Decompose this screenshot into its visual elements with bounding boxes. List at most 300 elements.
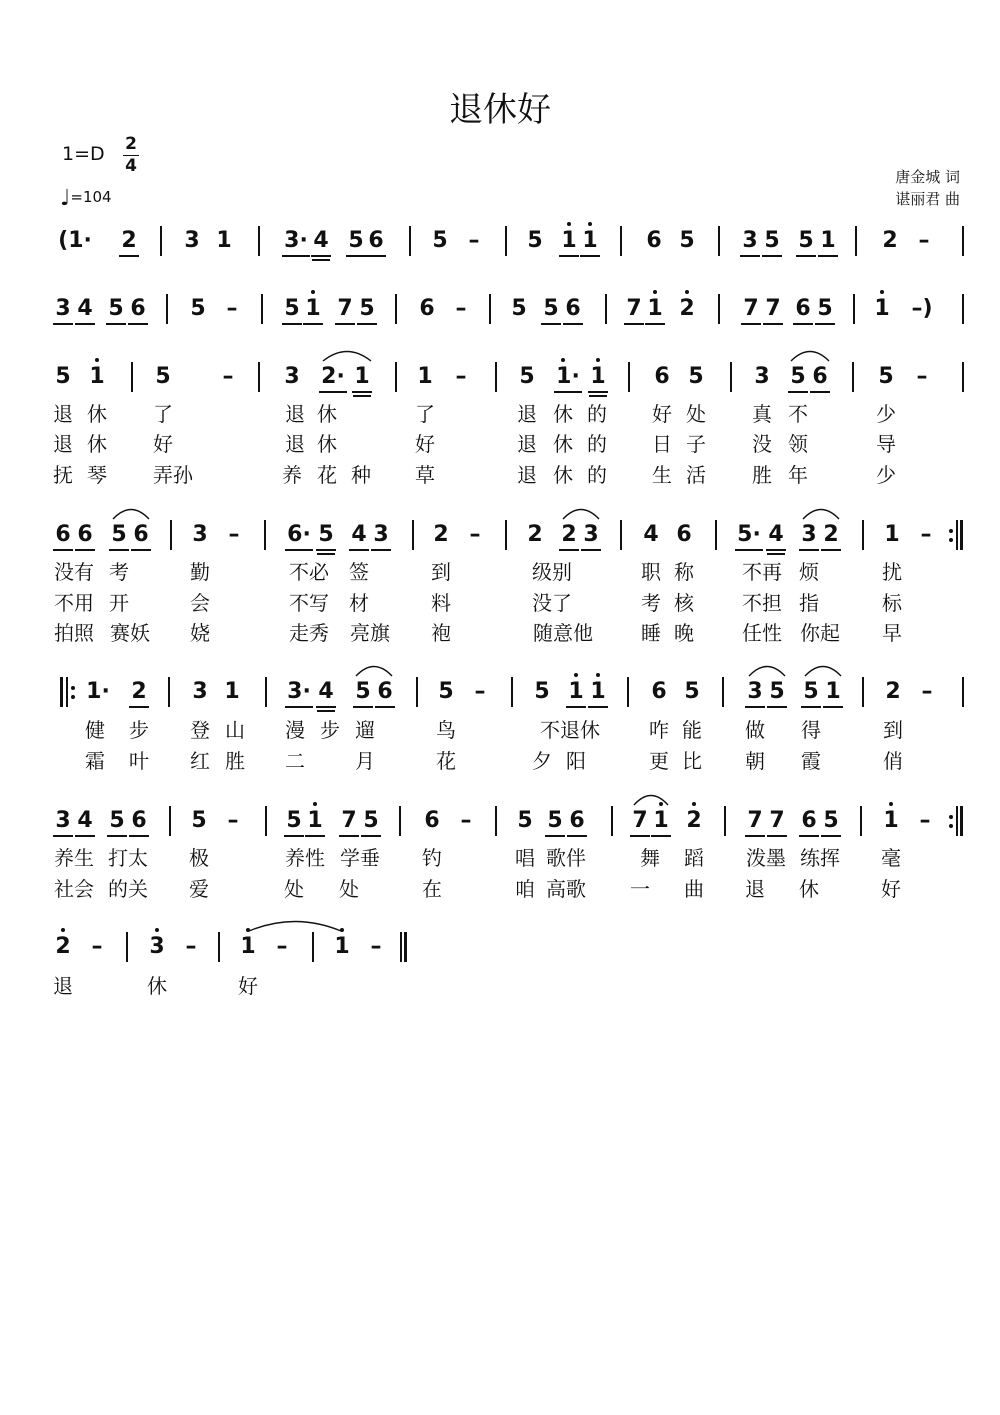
- barline: [495, 806, 497, 836]
- note: 5: [55, 364, 71, 389]
- note: 5: [790, 364, 806, 389]
- beam-underline: [745, 706, 765, 708]
- high-octave-dot: [567, 222, 571, 226]
- note: 5: [684, 679, 700, 704]
- beam-underline: [541, 323, 561, 325]
- beam-underline: [630, 835, 650, 837]
- slur-arc: [112, 506, 150, 520]
- barline: [962, 677, 964, 707]
- beam-underline: [311, 255, 331, 257]
- note: 3: [284, 364, 300, 389]
- lyric-syllable: 领: [788, 432, 808, 456]
- lyric-syllable: 好: [153, 432, 173, 456]
- tempo-value: =104: [70, 188, 112, 206]
- barline: [265, 677, 267, 707]
- lyric-syllable: 舞: [640, 846, 660, 870]
- note: 6: [651, 679, 667, 704]
- beam-underline: [799, 549, 819, 551]
- beam-underline: [801, 706, 821, 708]
- lyric-syllable: 退: [53, 432, 73, 456]
- lyric-syllable: 没有: [54, 560, 94, 584]
- note: 2: [131, 679, 147, 704]
- beam-underline: [588, 391, 608, 393]
- beam-underline: [559, 255, 579, 257]
- lyric-syllable: 霞: [801, 749, 821, 773]
- lyric-syllable: 俏: [883, 749, 903, 773]
- slur-arc: [248, 918, 342, 932]
- note: 2: [885, 679, 901, 704]
- barline: [395, 294, 397, 324]
- note: 7: [626, 296, 642, 321]
- barline: [412, 520, 414, 550]
- lyric-syllable: 核: [674, 591, 694, 615]
- repeat-dot: [949, 538, 953, 542]
- high-octave-dot: [95, 358, 99, 362]
- lyric-syllable: 亮旗: [350, 621, 390, 645]
- beam-underline: [284, 835, 304, 837]
- lyric-syllable: 好: [652, 402, 672, 426]
- barline: [399, 806, 401, 836]
- barline: [730, 362, 732, 392]
- lyric-syllable: 职: [641, 560, 661, 584]
- note: 1: [305, 296, 321, 321]
- barline: [169, 806, 171, 836]
- high-octave-dot: [588, 222, 592, 226]
- slur-arc: [790, 348, 830, 362]
- beam-underline: [316, 549, 336, 551]
- note: 2·: [321, 364, 345, 389]
- beam-underline: [109, 549, 129, 551]
- beam-underline: [285, 549, 313, 551]
- note: 1: [417, 364, 433, 389]
- lyric-syllable: 社会: [54, 877, 94, 901]
- lyric-syllable: 得: [801, 718, 821, 742]
- high-octave-dot: [311, 290, 315, 294]
- lyric-syllable: 漫: [285, 718, 305, 742]
- note: 3: [742, 228, 758, 253]
- lyric-syllable: 不担: [742, 591, 782, 615]
- note: 1: [240, 934, 256, 959]
- barline: [416, 677, 418, 707]
- lyric-syllable: 休: [799, 877, 819, 901]
- note: 1: [825, 679, 841, 704]
- lyric-syllable: 抚: [53, 463, 73, 487]
- note: 6: [131, 808, 147, 833]
- beam-underline: [767, 553, 785, 555]
- note: 6: [424, 808, 440, 833]
- lyric-syllable: 袍: [431, 621, 451, 645]
- note: 1: [884, 522, 900, 547]
- lyric-syllable: 步: [320, 718, 340, 742]
- lyric-syllable: 花: [317, 463, 337, 487]
- barline: [489, 294, 491, 324]
- beam-underline: [312, 259, 330, 261]
- lyric-syllable: 步: [129, 718, 149, 742]
- note: 3: [747, 679, 763, 704]
- beam-underline: [361, 835, 381, 837]
- note: 1: [561, 228, 577, 253]
- beam-underline: [106, 323, 126, 325]
- beam-underline: [75, 549, 95, 551]
- beam-underline: [129, 706, 149, 708]
- lyric-syllable: 休: [553, 463, 573, 487]
- note: 7: [337, 296, 353, 321]
- beam-underline: [559, 549, 579, 551]
- repeat-dot: [71, 686, 75, 690]
- lyric-syllable: 极: [189, 846, 209, 870]
- note: 3: [583, 522, 599, 547]
- lyric-syllable: 曲: [684, 877, 704, 901]
- beam-underline: [317, 553, 335, 555]
- note: 7: [743, 296, 759, 321]
- beam-underline: [745, 835, 765, 837]
- repeat-start-barline: [66, 677, 68, 707]
- lyric-syllable: 休: [553, 402, 573, 426]
- high-octave-dot: [561, 358, 565, 362]
- note: 2: [433, 522, 449, 547]
- repeat-end-barline: [960, 520, 963, 550]
- note: 2: [882, 228, 898, 253]
- slur-arc: [633, 792, 669, 806]
- lyric-syllable: 年: [788, 463, 808, 487]
- note: –): [911, 296, 933, 321]
- beam-underline: [645, 323, 665, 325]
- lyric-syllable: 能: [682, 718, 702, 742]
- beam-underline: [352, 391, 372, 393]
- note: 1: [653, 808, 669, 833]
- beam-underline: [53, 549, 73, 551]
- barline: [620, 520, 622, 550]
- note: 5: [543, 296, 559, 321]
- note: 1: [883, 808, 899, 833]
- beam-underline: [821, 835, 841, 837]
- note: 5: [359, 296, 375, 321]
- barline: [605, 294, 607, 324]
- lyric-syllable: 高歌: [546, 877, 586, 901]
- lyric-syllable: 更: [649, 749, 669, 773]
- beam-underline: [131, 549, 151, 551]
- note: –: [919, 808, 931, 833]
- beam-underline: [588, 706, 608, 708]
- note: 1: [568, 679, 584, 704]
- note: 6: [569, 808, 585, 833]
- lyric-syllable: 少: [876, 463, 896, 487]
- lyric-syllable: 胜: [225, 749, 245, 773]
- note: 5: [517, 808, 533, 833]
- lyric-syllable: 的: [587, 432, 607, 456]
- note: 3: [192, 522, 208, 547]
- barline: [718, 226, 720, 256]
- beam-underline: [651, 835, 671, 837]
- beam-underline: [129, 835, 149, 837]
- barline: [962, 226, 964, 256]
- note: 4: [768, 522, 784, 547]
- final-barline: [404, 932, 407, 962]
- lyric-syllable: 的关: [108, 877, 148, 901]
- note: –: [370, 934, 382, 959]
- note: 1: [334, 934, 350, 959]
- lyric-syllable: 退: [517, 463, 537, 487]
- lyric-syllable: 不写: [289, 591, 329, 615]
- lyric-syllable: 不用: [54, 591, 94, 615]
- beam-underline: [763, 323, 783, 325]
- lyric-syllable: 胜: [752, 463, 772, 487]
- beam-underline: [554, 391, 582, 393]
- note: 7: [769, 808, 785, 833]
- high-octave-dot: [155, 928, 159, 932]
- note: 6: [133, 522, 149, 547]
- lyric-syllable: 退: [517, 402, 537, 426]
- note: 5: [286, 808, 302, 833]
- lyric-syllable: 霜: [85, 749, 105, 773]
- note: 4: [351, 522, 367, 547]
- note: –: [474, 679, 486, 704]
- barline: [131, 362, 133, 392]
- note: 2: [55, 934, 71, 959]
- lyric-syllable: 你起: [800, 621, 840, 645]
- lyric-syllable: 扰: [882, 560, 902, 584]
- lyric-syllable: 没: [752, 432, 772, 456]
- note: 1: [216, 228, 232, 253]
- barline: [409, 226, 411, 256]
- lyric-syllable: 打太: [108, 846, 148, 870]
- lyric-syllable: 处: [284, 877, 304, 901]
- lyric-syllable: 级别: [532, 560, 572, 584]
- lyric-syllable: 爱: [189, 877, 209, 901]
- beam-underline: [366, 255, 386, 257]
- note: 1: [89, 364, 105, 389]
- note: 5: [823, 808, 839, 833]
- note: 7: [747, 808, 763, 833]
- note: 5: [527, 228, 543, 253]
- lyric-syllable: 阳: [566, 749, 586, 773]
- beam-underline: [788, 391, 808, 393]
- lyric-syllable: 鸟: [436, 718, 456, 742]
- note: 6: [654, 364, 670, 389]
- barline: [627, 677, 629, 707]
- lyric-syllable: 好: [238, 974, 258, 998]
- note: –: [227, 808, 239, 833]
- barline: [126, 932, 128, 962]
- note: 5: [109, 808, 125, 833]
- note: 5: [348, 228, 364, 253]
- repeat-end-barline: [960, 806, 963, 836]
- beam-underline: [317, 710, 335, 712]
- barline: [218, 932, 220, 962]
- beam-underline: [346, 255, 366, 257]
- barline: [962, 362, 964, 392]
- lyric-syllable: 做: [745, 718, 765, 742]
- note: 5: [190, 296, 206, 321]
- note: –: [918, 228, 930, 253]
- beam-underline: [353, 706, 373, 708]
- lyric-syllable: 生: [652, 463, 672, 487]
- beam-underline: [107, 835, 127, 837]
- beam-underline: [741, 323, 761, 325]
- lyric-syllable: 歌伴: [546, 846, 586, 870]
- beam-underline: [735, 549, 763, 551]
- key-signature: 1=D: [62, 143, 105, 165]
- time-signature-bottom: 4: [125, 156, 137, 176]
- barline: [852, 362, 854, 392]
- note: 6: [801, 808, 817, 833]
- lyric-syllable: 勤: [190, 560, 210, 584]
- lyric-syllable: 烦: [799, 560, 819, 584]
- lyric-syllable: 不: [788, 402, 808, 426]
- note: 4: [318, 679, 334, 704]
- beam-underline: [767, 835, 787, 837]
- note: –: [276, 934, 288, 959]
- lyric-syllable: 考: [641, 591, 661, 615]
- lyricist-credit: 唐金城 词: [895, 168, 960, 186]
- lyric-syllable: 早: [882, 621, 902, 645]
- note: (1·: [58, 228, 92, 253]
- high-octave-dot: [596, 673, 600, 677]
- composer-credit: 谌丽君 曲: [895, 190, 960, 208]
- lyric-syllable: 退: [745, 877, 765, 901]
- lyric-syllable: 休: [87, 432, 107, 456]
- lyric-syllable: 休: [553, 432, 573, 456]
- lyric-syllable: 朝: [745, 749, 765, 773]
- note: 6: [565, 296, 581, 321]
- lyric-syllable: 到: [431, 560, 451, 584]
- barline: [261, 294, 263, 324]
- repeat-dot: [71, 695, 75, 699]
- note: 2: [686, 808, 702, 833]
- note: 5: [511, 296, 527, 321]
- note: –: [226, 296, 238, 321]
- barline: [312, 932, 314, 962]
- note: 6: [676, 522, 692, 547]
- lyric-syllable: 休: [87, 402, 107, 426]
- note: 7: [341, 808, 357, 833]
- lyric-syllable: 拍照: [54, 621, 94, 645]
- note: 5: [798, 228, 814, 253]
- beam-underline: [589, 395, 607, 397]
- lyric-syllable: 料: [431, 591, 451, 615]
- note: –: [455, 364, 467, 389]
- note: 6: [77, 522, 93, 547]
- barline: [258, 362, 260, 392]
- note: 3: [149, 934, 165, 959]
- barline: [505, 226, 507, 256]
- note: –: [91, 934, 103, 959]
- beam-underline: [793, 323, 813, 325]
- note: –: [460, 808, 472, 833]
- barline: [160, 226, 162, 256]
- quarter-note-icon: ♩: [60, 186, 71, 211]
- high-octave-dot: [313, 802, 317, 806]
- beam-underline: [53, 835, 73, 837]
- repeat-end-barline: [956, 806, 958, 836]
- barline: [265, 806, 267, 836]
- note: 3: [55, 296, 71, 321]
- beam-underline: [305, 835, 325, 837]
- lyric-syllable: 任性: [742, 621, 782, 645]
- lyric-syllable: 红: [190, 749, 210, 773]
- beam-underline: [624, 323, 644, 325]
- lyric-syllable: 处: [686, 402, 706, 426]
- beam-underline: [821, 549, 841, 551]
- note: 5: [191, 808, 207, 833]
- note: 2: [823, 522, 839, 547]
- beam-underline: [285, 706, 313, 708]
- note: –: [222, 364, 234, 389]
- beam-underline: [316, 706, 336, 708]
- lyric-syllable: 会: [190, 591, 210, 615]
- note: –: [185, 934, 197, 959]
- note: 2: [679, 296, 695, 321]
- lyric-syllable: 走秀: [289, 621, 329, 645]
- lyric-syllable: 了: [415, 402, 435, 426]
- lyric-syllable: 养: [282, 463, 302, 487]
- beam-underline: [581, 549, 601, 551]
- lyric-syllable: 签: [349, 560, 369, 584]
- note: 6: [646, 228, 662, 253]
- slur-arc: [322, 348, 372, 362]
- note: 1: [820, 228, 836, 253]
- lyric-syllable: 咱: [515, 877, 535, 901]
- lyric-syllable: 遛: [355, 718, 375, 742]
- barline: [724, 806, 726, 836]
- note: 5: [111, 522, 127, 547]
- beam-underline: [75, 323, 95, 325]
- time-signature-top: 2: [125, 134, 137, 154]
- note: 5: [155, 364, 171, 389]
- note: 5: [108, 296, 124, 321]
- barline: [862, 520, 864, 550]
- repeat-dot: [949, 815, 953, 819]
- lyric-syllable: 月: [355, 749, 375, 773]
- lyric-syllable: 指: [799, 591, 819, 615]
- lyric-syllable: 了: [153, 402, 173, 426]
- slur-arc: [562, 506, 600, 520]
- beam-underline: [53, 323, 73, 325]
- lyric-syllable: 娆: [190, 621, 210, 645]
- note: 6: [130, 296, 146, 321]
- note: –: [916, 364, 928, 389]
- note: 6: [368, 228, 384, 253]
- lyric-syllable: 称: [674, 560, 694, 584]
- lyric-syllable: 琴: [87, 463, 107, 487]
- note: 5: [519, 364, 535, 389]
- lyric-syllable: 唱: [515, 846, 535, 870]
- lyric-syllable: 夕: [532, 749, 552, 773]
- note: 6: [377, 679, 393, 704]
- slur-arc: [802, 506, 840, 520]
- beam-underline: [567, 835, 587, 837]
- barline: [505, 520, 507, 550]
- note: 1: [582, 228, 598, 253]
- note: 5: [764, 228, 780, 253]
- beam-underline: [767, 706, 787, 708]
- barline: [628, 362, 630, 392]
- lyric-syllable: 休: [317, 432, 337, 456]
- lyric-syllable: 到: [883, 718, 903, 742]
- lyric-syllable: 退: [53, 974, 73, 998]
- beam-underline: [566, 706, 586, 708]
- barline: [860, 806, 862, 836]
- note: 2: [527, 522, 543, 547]
- lyric-syllable: 材: [349, 591, 369, 615]
- lyric-syllable: 不必: [289, 560, 329, 584]
- high-octave-dot: [596, 358, 600, 362]
- note: 6: [812, 364, 828, 389]
- note: 3: [373, 522, 389, 547]
- barline: [620, 226, 622, 256]
- note: 6: [419, 296, 435, 321]
- barline: [853, 294, 855, 324]
